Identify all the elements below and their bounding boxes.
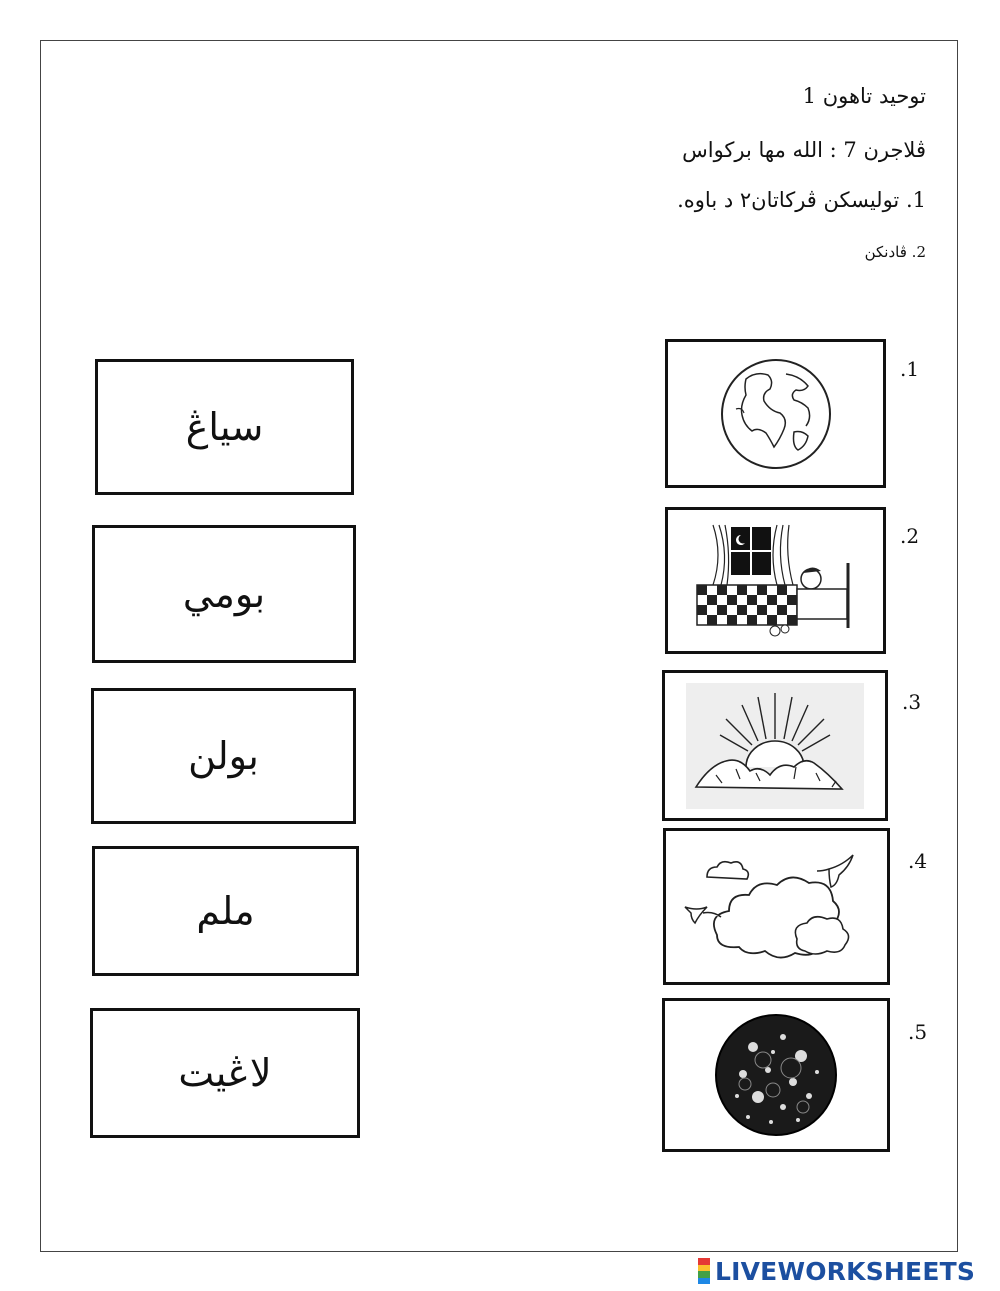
brand-text: LIVEWORKSHEETS bbox=[715, 1256, 976, 1286]
word-card-5[interactable] bbox=[90, 1008, 360, 1138]
word-label: بومي bbox=[182, 572, 266, 616]
sleeping-child-night-icon bbox=[693, 523, 858, 638]
clouds-birds-sky-icon bbox=[677, 847, 877, 967]
picture-number-4: 4. bbox=[908, 849, 928, 873]
picture-number-5: 5. bbox=[908, 1020, 928, 1044]
picture-card-3[interactable] bbox=[662, 670, 888, 821]
liveworksheets-brand[interactable] bbox=[698, 1256, 975, 1286]
word-card-2[interactable] bbox=[92, 525, 356, 663]
word-card-4[interactable] bbox=[92, 846, 359, 976]
picture-card-2[interactable] bbox=[665, 507, 886, 654]
header-title: توحيد تاهون 1 bbox=[802, 84, 926, 108]
picture-number-3: 3. bbox=[902, 690, 922, 714]
picture-number-2: 2. bbox=[900, 524, 920, 548]
liveworksheets-logo-icon bbox=[698, 1258, 710, 1284]
instruction-2: 2. ڤادنكن bbox=[864, 243, 926, 261]
instruction-1: 1. توليسكن ڤركاتان٢ د باوه. bbox=[677, 188, 926, 212]
picture-card-1[interactable] bbox=[665, 339, 886, 488]
sunrise-mountains-icon bbox=[686, 683, 864, 809]
header-lesson: ڤلاجرن 7 : الله مها بركواس bbox=[682, 138, 926, 162]
picture-number-1: 1. bbox=[900, 357, 920, 381]
word-card-3[interactable] bbox=[91, 688, 356, 824]
picture-card-4[interactable] bbox=[663, 828, 890, 985]
word-label: بولن bbox=[188, 734, 259, 778]
word-label: لاڠيت bbox=[178, 1051, 272, 1095]
earth-globe-icon bbox=[716, 354, 836, 474]
picture-card-5[interactable] bbox=[662, 998, 890, 1152]
word-card-1[interactable] bbox=[95, 359, 354, 495]
word-label: ملم bbox=[196, 889, 255, 933]
moon-icon bbox=[713, 1012, 839, 1138]
word-label: سياڠ bbox=[185, 405, 264, 449]
